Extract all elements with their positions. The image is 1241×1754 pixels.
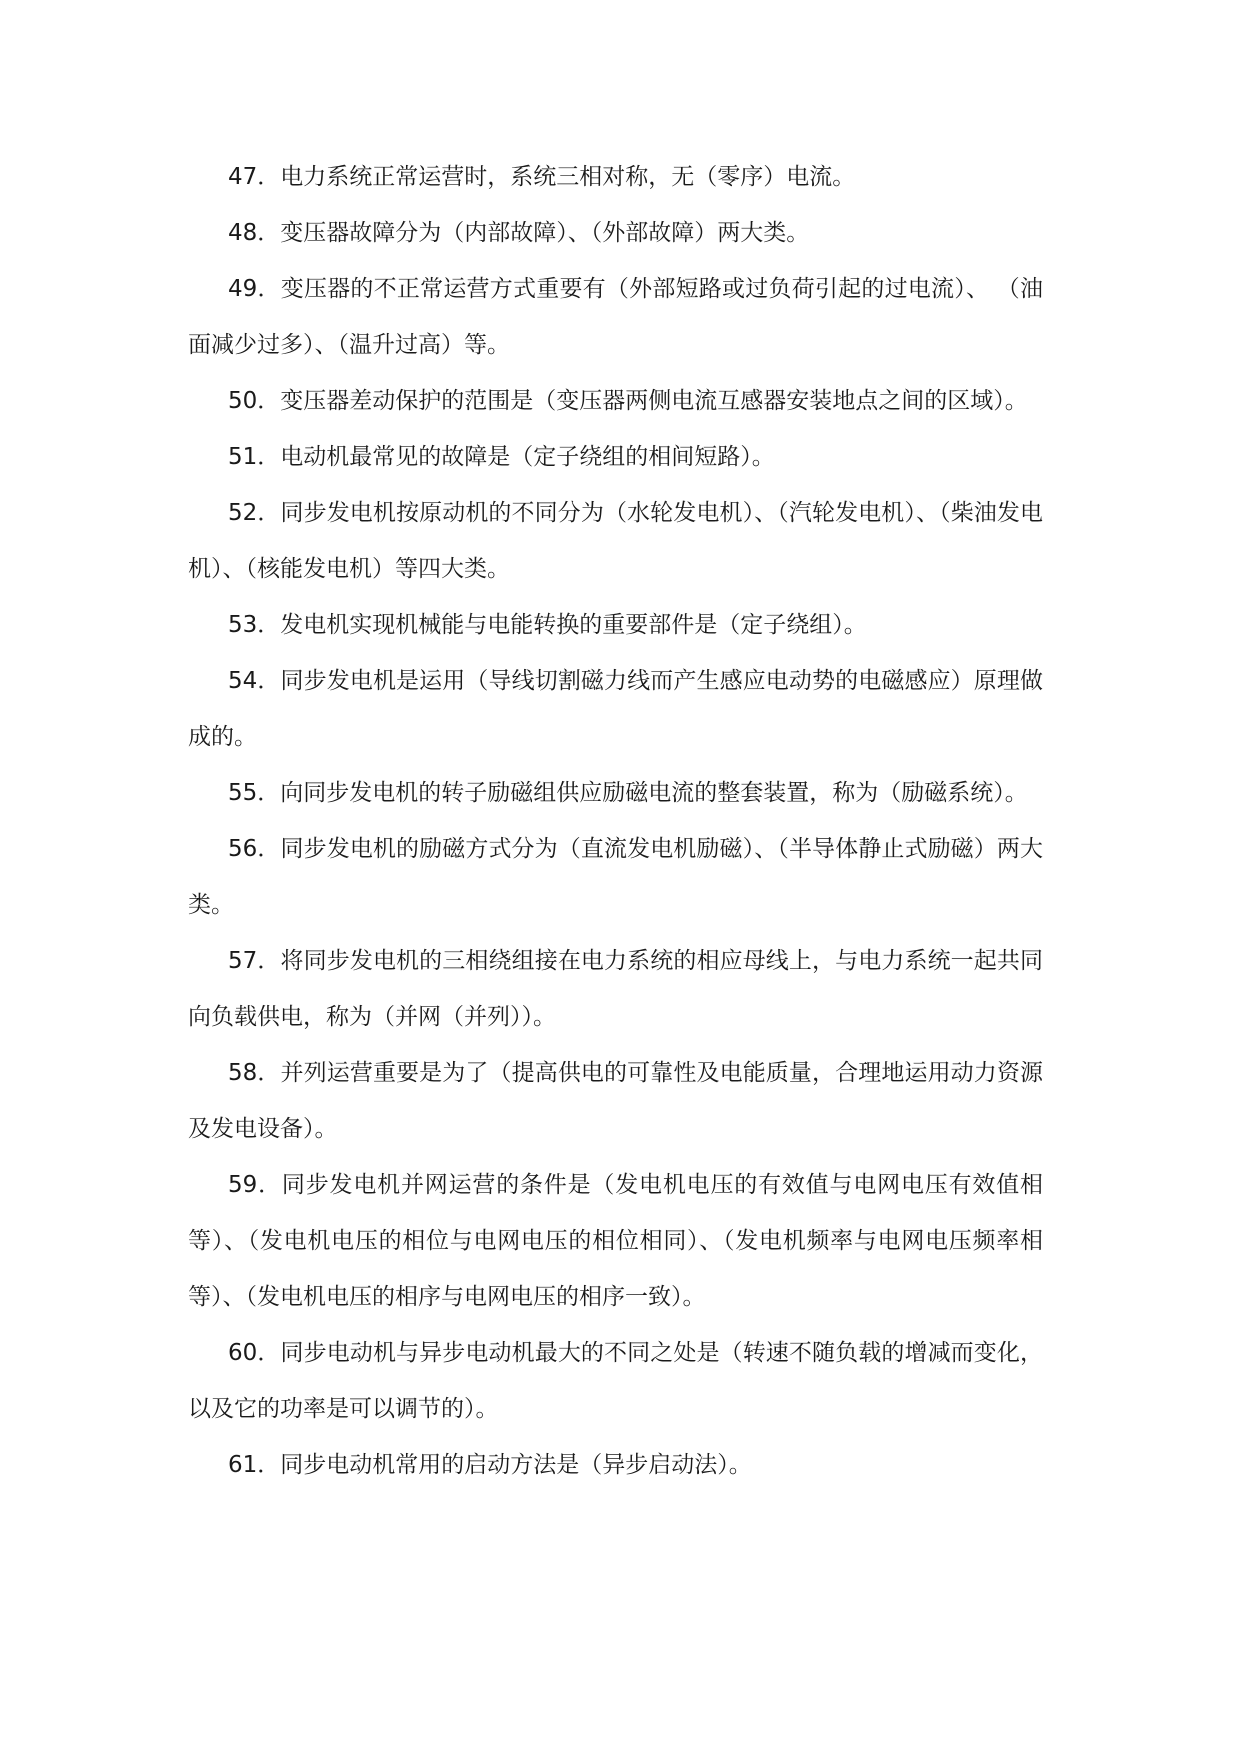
list-item: 58．并列运营重要是为了（提高供电的可靠性及电能质量，合理地运用动力资源及发电设备）。 bbox=[188, 1060, 1043, 1142]
list-item: 50．变压器差动保护的范围是（变压器两侧电流互感器安装地点之间的区域）。 bbox=[228, 388, 1028, 414]
item-text: 同步发电机并网运营的条件是（发电机电压的有效值与电网电压有效值相等）、（发电机电压的相位与电网电压的相位相同）、（发电机频率与电网电压频率相等）、（发电机电压的相序与电网电压的相序一致）。 bbox=[188, 1172, 1044, 1310]
item-number: 52 bbox=[228, 500, 258, 526]
item-number: 50 bbox=[228, 388, 258, 414]
item-number: 56 bbox=[228, 836, 258, 862]
item-number: 57 bbox=[228, 948, 258, 974]
item-number: 58 bbox=[228, 1060, 258, 1086]
list-item: 47．电力系统正常运营时，系统三相对称，无（零序）电流。 bbox=[228, 164, 856, 190]
list-item: 54．同步发电机是运用（导线切割磁力线而产生感应电动势的电磁感应）原理做成的。 bbox=[188, 668, 1043, 750]
list-item: 48．变压器故障分为（内部故障）、（外部故障）两大类。 bbox=[228, 220, 810, 246]
item-text: 将同步发电机的三相绕组接在电力系统的相应母线上，与电力系统一起共同向负载供电，称为（并网（并列））。 bbox=[188, 948, 1043, 1030]
list-item: 57．将同步发电机的三相绕组接在电力系统的相应母线上，与电力系统一起共同向负载供电，称为（并网（并列））。 bbox=[188, 948, 1043, 1030]
item-text: 电动机最常见的故障是（定子绕组的相间短路）。 bbox=[280, 444, 775, 470]
list-item: 51．电动机最常见的故障是（定子绕组的相间短路）。 bbox=[228, 444, 775, 470]
item-text: 同步发电机是运用（导线切割磁力线而产生感应电动势的电磁感应）原理做成的。 bbox=[188, 668, 1043, 750]
item-text: 发电机实现机械能与电能转换的重要部件是（定子绕组）。 bbox=[280, 612, 867, 638]
list-item: 59．同步发电机并网运营的条件是（发电机电压的有效值与电网电压有效值相等）、（发电机电压的相位与电网电压的相位相同）、（发电机频率与电网电压频率相等）、（发电机电压的相序与电网电压的相序一致）。 bbox=[188, 1172, 1044, 1310]
item-number: 54 bbox=[228, 668, 258, 694]
item-text: 同步电动机与异步电动机最大的不同之处是（转速不随负载的增减而变化，以及它的功率是可以调节的）。 bbox=[188, 1340, 1043, 1422]
item-number: 59 bbox=[228, 1172, 258, 1198]
item-number: 47 bbox=[228, 164, 258, 190]
item-number: 51 bbox=[228, 444, 258, 470]
item-text: 同步发电机的励磁方式分为（直流发电机励磁）、（半导体静止式励磁）两大类。 bbox=[188, 836, 1044, 918]
list-item: 61．同步电动机常用的启动方法是（异步启动法）。 bbox=[228, 1452, 752, 1478]
item-number: 48 bbox=[228, 220, 258, 246]
list-item: 55．向同步发电机的转子励磁组供应励磁电流的整套装置，称为（励磁系统）。 bbox=[228, 780, 1028, 806]
item-text: 同步发电机按原动机的不同分为（水轮发电机）、（汽轮发电机）、（柴油发电机）、（核能发电机）等四大类。 bbox=[188, 500, 1044, 582]
item-number: 49 bbox=[228, 276, 258, 302]
item-number: 53 bbox=[228, 612, 258, 638]
item-text: 并列运营重要是为了（提高供电的可靠性及电能质量，合理地运用动力资源及发电设备）。 bbox=[188, 1060, 1043, 1142]
item-text: 电力系统正常运营时，系统三相对称，无（零序）电流。 bbox=[280, 164, 856, 190]
document-body bbox=[188, 149, 1043, 1493]
item-text: 向同步发电机的转子励磁组供应励磁电流的整套装置，称为（励磁系统）。 bbox=[280, 780, 1028, 806]
list-item: 53．发电机实现机械能与电能转换的重要部件是（定子绕组）。 bbox=[228, 612, 867, 638]
list-item: 49．变压器的不正常运营方式重要有（外部短路或过负荷引起的过电流）、 （油面减少过多）、（温升过高）等。 bbox=[188, 276, 1043, 358]
item-text: 变压器故障分为（内部故障）、（外部故障）两大类。 bbox=[280, 220, 810, 246]
list-item: 60．同步电动机与异步电动机最大的不同之处是（转速不随负载的增减而变化，以及它的功率是可以调节的）。 bbox=[188, 1340, 1043, 1422]
item-text: 同步电动机常用的启动方法是（异步启动法）。 bbox=[280, 1452, 752, 1478]
item-text: 变压器差动保护的范围是（变压器两侧电流互感器安装地点之间的区域）。 bbox=[280, 388, 1028, 414]
list-item: 56．同步发电机的励磁方式分为（直流发电机励磁）、（半导体静止式励磁）两大类。 bbox=[188, 836, 1044, 918]
item-number: 60 bbox=[228, 1340, 258, 1366]
item-text: 变压器的不正常运营方式重要有（外部短路或过负荷引起的过电流）、 （油面减少过多）、（温升过高）等。 bbox=[188, 276, 1043, 358]
list-item: 52．同步发电机按原动机的不同分为（水轮发电机）、（汽轮发电机）、（柴油发电机）、（核能发电机）等四大类。 bbox=[188, 500, 1044, 582]
item-number: 61 bbox=[228, 1452, 258, 1478]
item-number: 55 bbox=[228, 780, 258, 806]
